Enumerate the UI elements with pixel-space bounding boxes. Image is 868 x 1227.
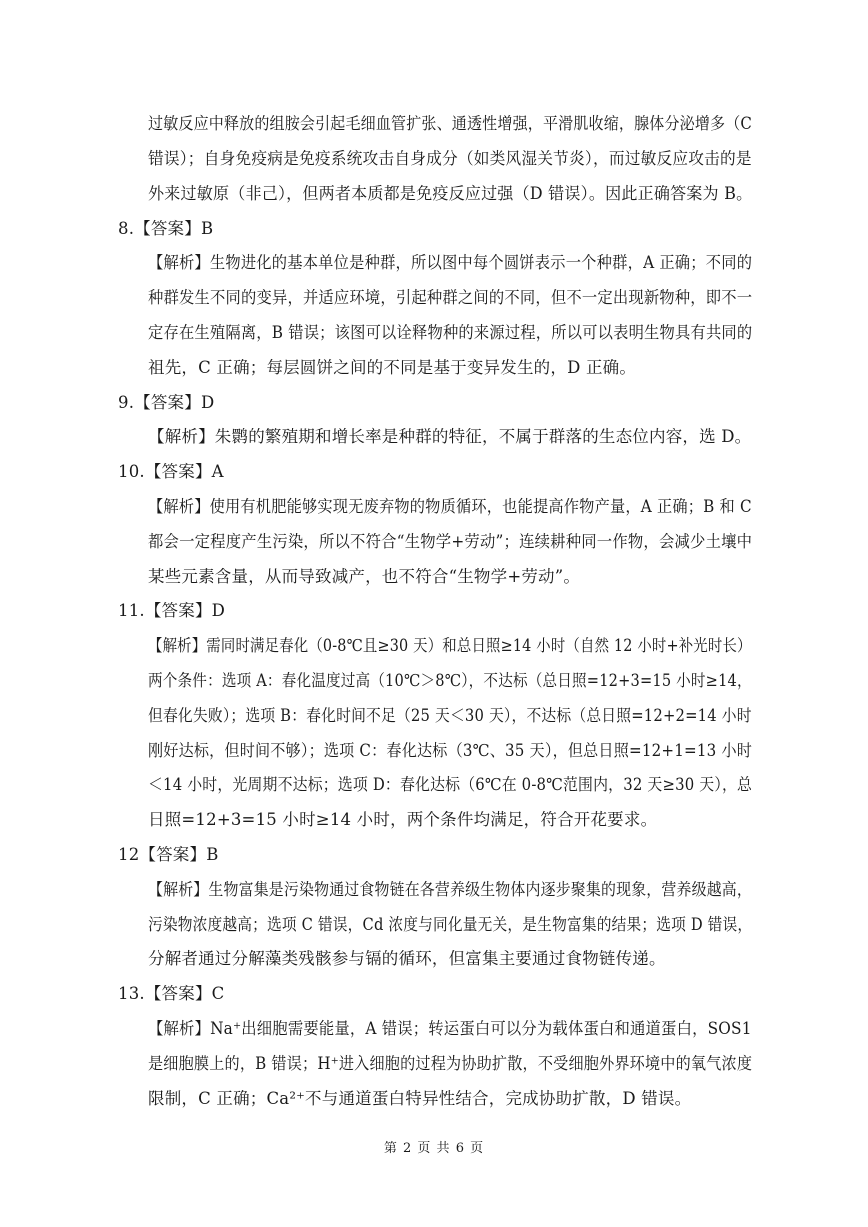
answer-heading: 10.【答案】A	[118, 462, 224, 481]
text-line: 祖先，C 正确；每层圆饼之间的不同是基于变异发生的，D 正确。	[148, 358, 637, 377]
text-line: 【解析】Na⁺出细胞需要能量，A 错误；转运蛋白可以分为载体蛋白和通道蛋白，SOS1	[148, 1019, 752, 1038]
answer-heading: 11.【答案】D	[118, 601, 226, 620]
text-line: 错误）；自身免疫病是免疫系统攻击自身成分（如类风湿关节炎），而过敏反应攻击的是	[148, 149, 752, 168]
text-line: 是细胞膜上的，B 错误；H⁺进入细胞的过程为协助扩散，不受细胞外界环境中的氧气浓度	[148, 1054, 753, 1073]
text-line: 两个条件：选项 A：春化温度过高（10℃＞8℃），不达标（总日照=12+3=15 小时≥14，	[148, 671, 752, 690]
answer-heading: 12【答案】B	[118, 845, 219, 864]
answer-heading: 8.【答案】B	[118, 219, 214, 238]
answer-heading: 13.【答案】C	[118, 984, 225, 1003]
text-line: 过敏反应中释放的组胺会引起毛细血管扩张、通透性增强，平滑肌收缩，腺体分泌增多（C	[148, 114, 753, 133]
answer-heading: 9.【答案】D	[118, 393, 215, 412]
text-line: 污染物浓度越高；选项 C 错误，Cd 浓度与同化量无关，是生物富集的结果；选项 D 错误，	[148, 915, 753, 934]
text-line: 【解析】生物进化的基本单位是种群，所以图中每个圆饼表示一个种群，A 正确；不同的	[148, 253, 753, 272]
text-line: 限制，C 正确；Ca²⁺不与通道蛋白特异性结合，完成协助扩散，D 错误。	[148, 1089, 692, 1108]
text-line: 种群发生不同的变异，并适应环境，引起种群之间的不同，但不一定出现新物种，即不一	[148, 288, 753, 307]
text-line: 都会一定程度产生污染，所以不符合“生物学+劳动”；连续耕种同一作物，会减少土壤中	[148, 532, 753, 551]
text-line: 【解析】使用有机肥能够实现无废弃物的物质循环，也能提高作物产量，A 正确；B 和 C	[148, 497, 752, 516]
page-number-footer: 第 2 页 共 6 页	[383, 1141, 485, 1156]
text-line: 刚好达标，但时间不够）；选项 C：春化达标（3℃、35 天），但总日照=12+1=13 小时	[148, 741, 753, 760]
text-line: 【解析】生物富集是污染物通过食物链在各营养级生物体内逐步聚集的现象，营养级越高，	[148, 880, 753, 899]
text-line: 但春化失败）；选项 B：春化时间不足（25 天＜30 天），不达标（总日照=12+2=14 小时	[148, 706, 752, 725]
text-line: 【解析】需同时满足春化（0-8℃且≥30 天）和总日照≥14 小时（自然 12 小时+补光时长）	[148, 636, 752, 655]
text-line: 日照=12+3=15 小时≥14 小时，两个条件均满足，符合开花要求。	[148, 810, 658, 829]
text-line: ＜14 小时，光周期不达标；选项 D：春化达标（6℃在 0-8℃范围内，32 天≥30 天），总	[148, 775, 753, 794]
text-line: 外来过敏原（非己），但两者本质都是免疫反应过强（D 错误）。因此正确答案为 B。	[148, 184, 753, 203]
text-line: 定存在生殖隔离，B 错误；该图可以诠释物种的来源过程，所以可以表明生物具有共同的	[148, 323, 753, 342]
text-line: 分解者通过分解藻类残骸参与镉的循环，但富集主要通过食物链传递。	[148, 949, 666, 968]
text-line: 【解析】朱鹮的繁殖期和增长率是种群的特征，不属于群落的生态位内容，选 D。	[148, 427, 752, 446]
text-line: 某些元素含量，从而导致减产，也不符合“生物学+劳动”。	[148, 567, 581, 586]
